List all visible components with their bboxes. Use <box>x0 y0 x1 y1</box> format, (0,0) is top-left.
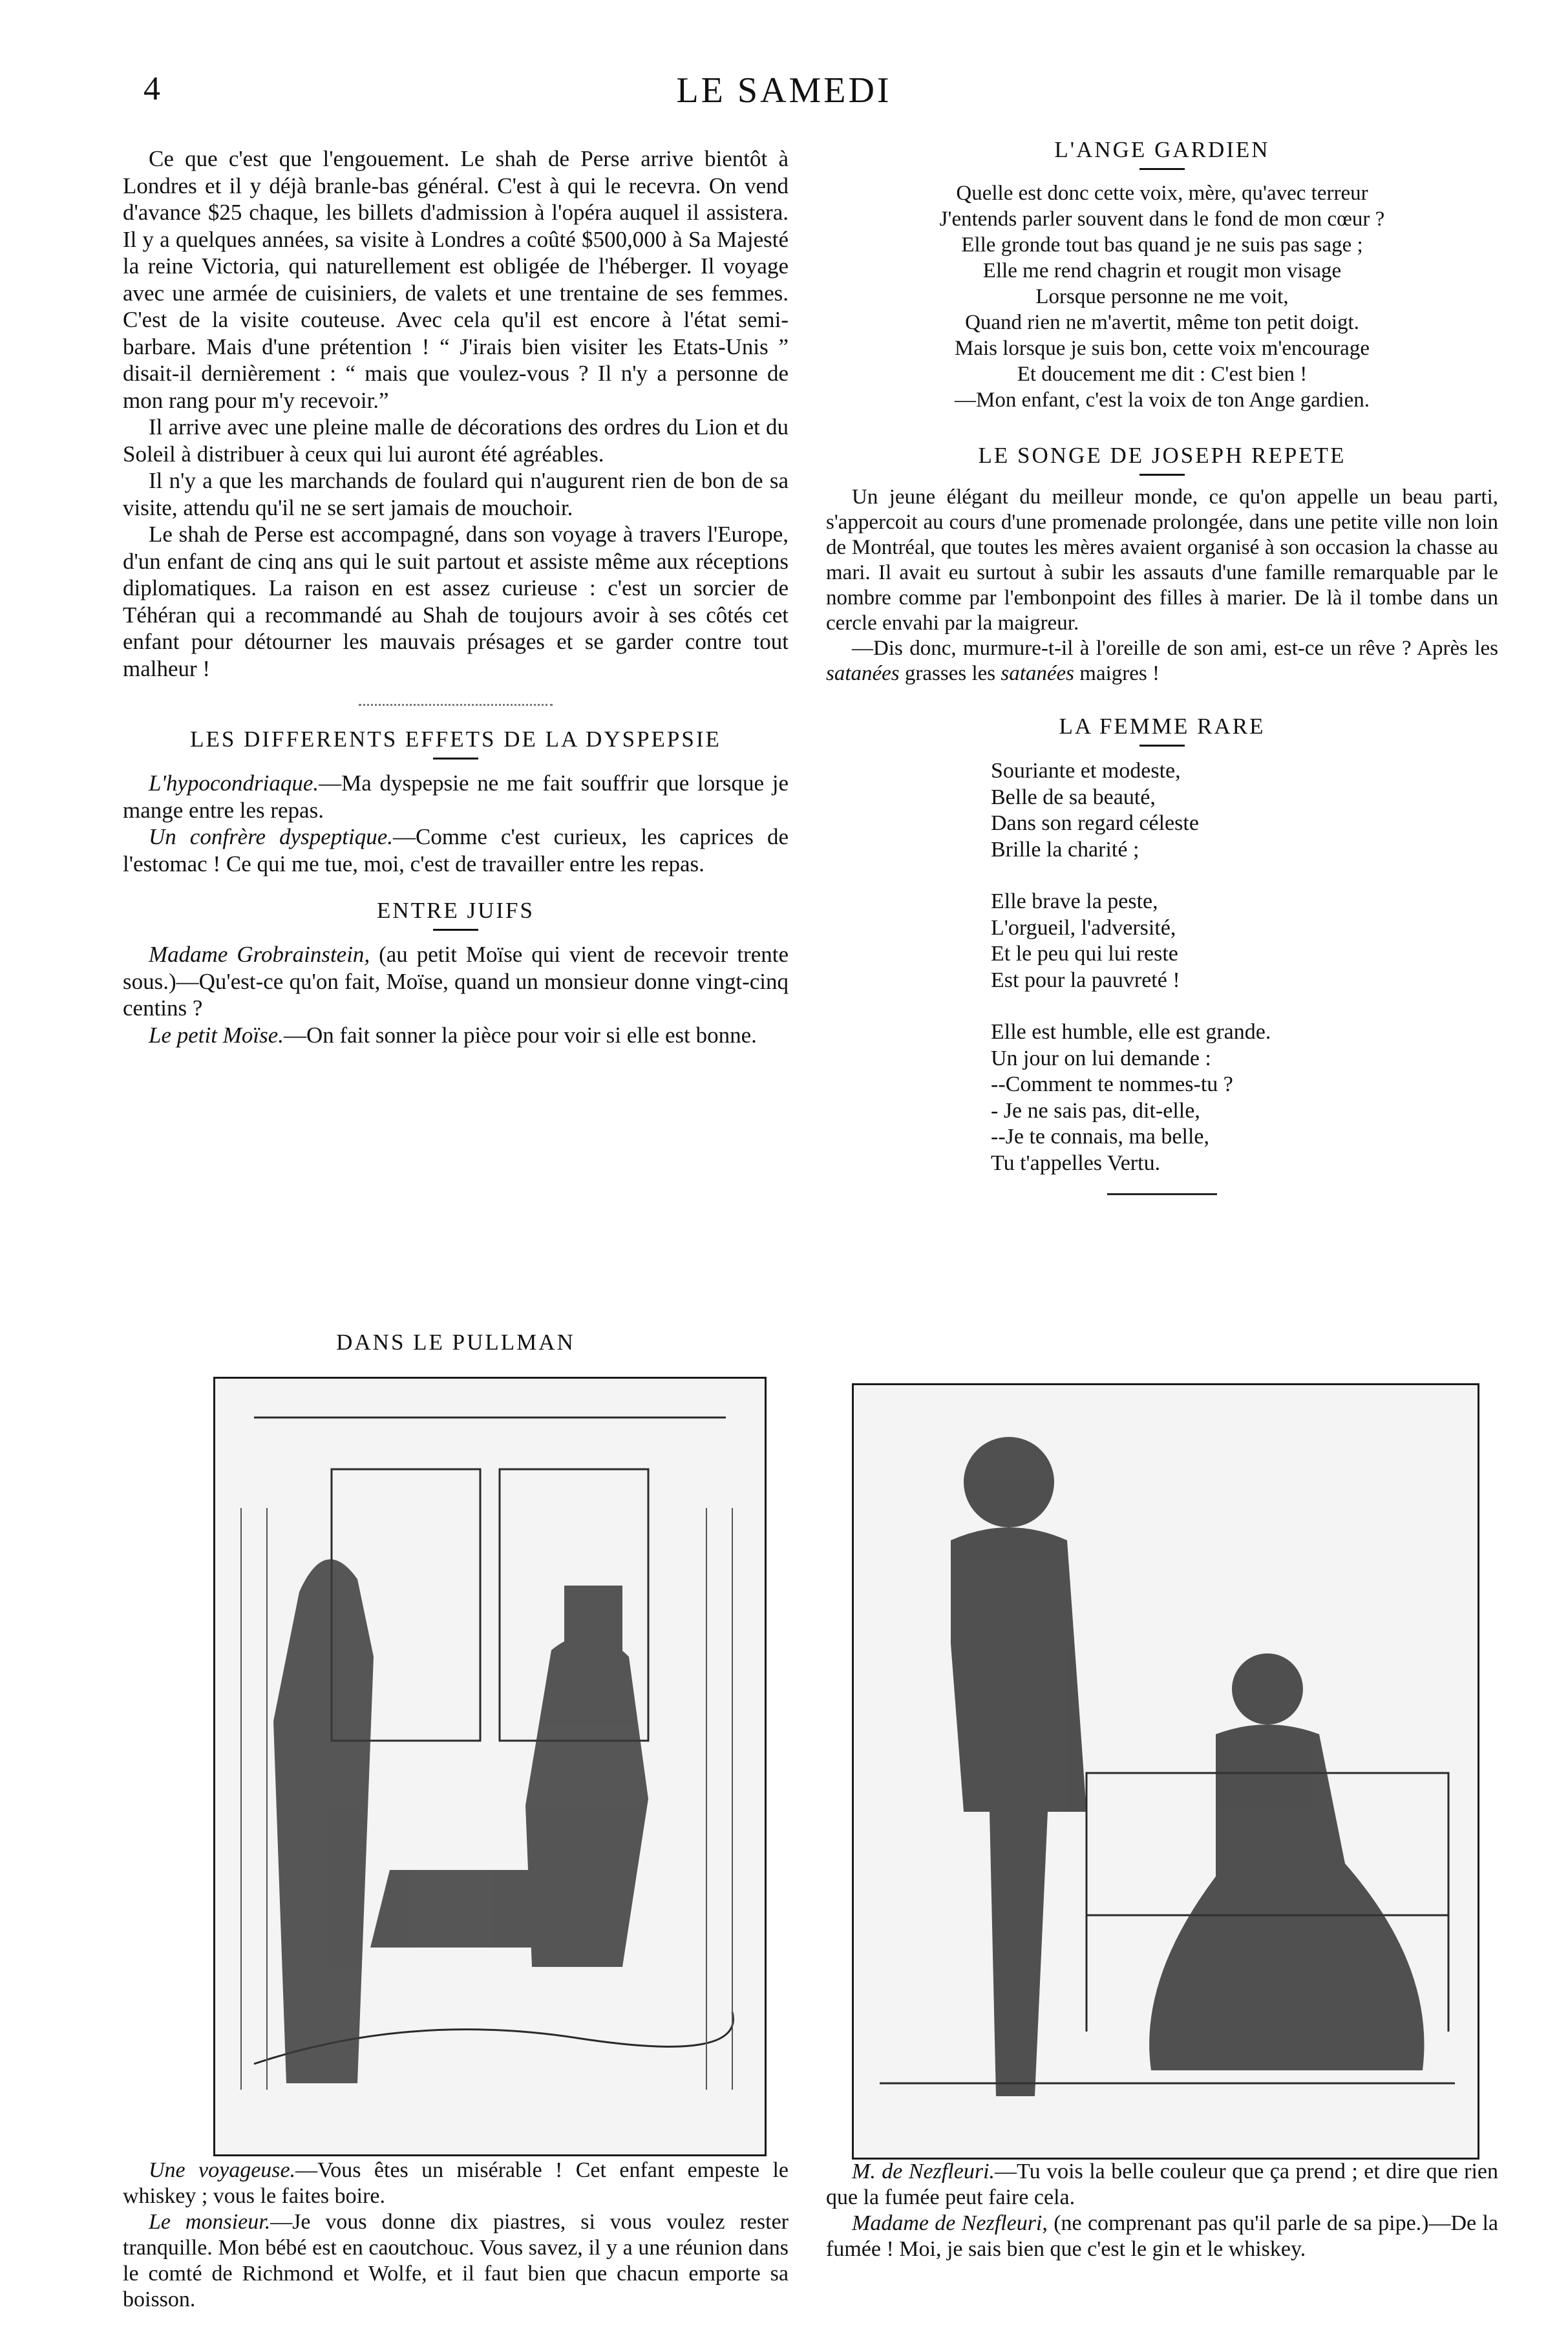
speaker: Le petit Moïse. <box>149 1022 284 1048</box>
speaker: L'hypocondriaque. <box>149 770 319 796</box>
end-rule <box>1107 1193 1217 1195</box>
joseph-paragraph-2 <box>826 636 1498 686</box>
speaker: Le monsieur. <box>149 2210 271 2234</box>
right-illustration <box>852 1383 1479 2160</box>
intro-paragraph-4: Le shah de Perse est accompagné, dans son voyage à travers l'Europe, d'un enfant de cinq ans qui le suit partout et assiste même aux réceptions diplomatiques. La raison en est assez curieuse : c'est un sorcier de Téhéran qui a recommandé au Shah de toujours avoir à ses côtés cet enfant pour détourner les mauvais présages et se garder contre tout malheur ! <box>123 522 789 681</box>
dialogue: —Ma dyspepsie ne me fait souffrir que lorsque je mange entre les repas. <box>123 770 789 823</box>
train-compartment-icon <box>215 1379 765 2154</box>
poem-line: --Je te connais, ma belle, <box>991 1125 1209 1149</box>
poem-line: Et doucement me dit : C'est bien ! <box>1017 363 1308 386</box>
poem-line: Est pour la pauvreté ! <box>991 968 1180 992</box>
poem-line: --Comment te nommes-tu ? <box>991 1072 1233 1096</box>
pullman-title: DANS LE PULLMAN <box>336 1330 575 1355</box>
poem-line: Lorsque personne ne me voit, <box>1035 285 1289 308</box>
femme-title: LA FEMME RARE <box>1059 714 1266 739</box>
femme-poem <box>991 758 1498 1176</box>
poem-line: Dans son regard céleste <box>991 811 1199 835</box>
poem-line: Elle me rend chagrin et rougit mon visage <box>982 259 1342 282</box>
juifs-exchange-1 <box>123 941 789 1022</box>
poem-line: Tu t'appelles Vertu. <box>991 1151 1161 1175</box>
poem-line: Quand rien ne m'avertit, même ton petit doigt. <box>965 311 1359 334</box>
joseph-paragraph-1: Un jeune élégant du meilleur monde, ce qu'on appelle un beau parti, s'appercoit au cours d'une promenade prolongée, dans une petite ville non loin de Montréal, que toutes les mères avaient organisé à son occasion la chasse au mari. Il avait eu surtout à subir les assauts d'une famille remarquable par le nombre comme par l'embonpoint des filles à marier. De là il tombe dans un cercle envahi par la maigreur. <box>826 485 1498 635</box>
intro-paragraph-3: Il n'y a que les marchands de foulard qui n'augurent rien de bon de sa visite, attendu qu'il ne se sert jamais de mouchoir. <box>123 468 789 520</box>
text-run: grasses les <box>899 662 1001 685</box>
caption-exchange-2 <box>826 2211 1498 2262</box>
stanza <box>991 1019 1498 1176</box>
dialogue: (au petit Moïse qui vient de recevoir trente sous.)—Qu'est-ce qu'on fait, Moïse, quand un monsieur donne vingt-cinq centins ? <box>123 942 789 1021</box>
poem-line: Mais lorsque je suis bon, cette voix m'encourage <box>955 337 1370 360</box>
poem-line: Elle est humble, elle est grande. <box>991 1020 1271 1044</box>
poem-line: Un jour on lui demande : <box>991 1046 1211 1070</box>
section-divider <box>359 704 553 706</box>
emphasis: satanées <box>1001 662 1075 685</box>
caption-exchange-2 <box>123 2209 789 2313</box>
speaker: Une voyageuse. <box>149 2158 296 2182</box>
title-rule <box>1139 168 1185 170</box>
poem-line: Souriante et modeste, <box>991 759 1181 783</box>
dyspepsie-exchange-1 <box>123 770 789 823</box>
right-caption <box>826 2159 1498 2262</box>
dialogue: —Tu vois la belle couleur que ça prend ; et dire que rien que la fumée peut faire cela. <box>826 2160 1499 2209</box>
poem-line: J'entends parler souvent dans le fond de mon cœur ? <box>939 207 1385 231</box>
dialogue: —Je vous donne dix piastres, si vous voulez rester tranquille. Mon bébé est en caoutchouc. Vous savez, il y a une réunion dans le comté de Richmond et Wolfe, et il faut bien que chacun emporte sa boisson. <box>123 2210 789 2311</box>
poem-line: L'orgueil, l'adversité, <box>991 915 1176 940</box>
dyspepsie-exchange-2 <box>123 823 789 877</box>
intro-paragraph-1: Ce que c'est que l'engouement. Le shah de Perse arrive bientôt à Londres et il y déjà branle-bas général. C'est à qui le recevra. On vend d'avance $25 chaque, les billets d'admission à l'opéra auquel il assistera. Il y a quelques années, sa visite à Londres a coûté $500,000 à Sa Majesté la reine Victoria, qui naturellement est obligée de l'héberger. Il voyage avec une armée de cuisiniers, de valets et une trentaine de ses femmes. C'est de la visite couteuse. Avec cela qu'il est encore à l'état semi-barbare. Mais d'une prétention ! “ J'irais bien visiter les Etats-Unis ” disait-il dernièrement : “ mais que voulez-vous ? Il n'y a personne de mon rang pour m'y recevoir.” <box>123 146 789 413</box>
ange-title: L'ANGE GARDIEN <box>1054 137 1270 162</box>
emphasis: satanées <box>826 662 900 685</box>
dialogue: —On fait sonner la pièce pour voir si elle est bonne. <box>284 1022 757 1048</box>
dialogue: —Vous êtes un misérable ! Cet enfant empeste le whiskey ; vous le faites boire. <box>123 2158 789 2208</box>
caption-exchange-1 <box>826 2159 1498 2211</box>
title-rule <box>433 929 478 931</box>
title-rule <box>433 758 478 759</box>
left-caption <box>123 2158 789 2313</box>
text-run: maigres ! <box>1074 662 1160 685</box>
stanza <box>991 758 1498 863</box>
poem-line: Et le peu qui lui reste <box>991 942 1178 966</box>
caption-exchange-1 <box>123 2158 789 2209</box>
stanza <box>991 889 1498 993</box>
joseph-title: LE SONGE DE JOSEPH REPETE <box>978 443 1346 468</box>
poem-line: Elle gronde tout bas quand je ne suis pas sage ; <box>961 233 1363 257</box>
right-column <box>826 136 1498 1195</box>
parlor-couple-icon <box>854 1385 1478 2158</box>
page-number: 4 <box>143 70 160 107</box>
speaker: Un confrère dyspeptique. <box>149 824 394 849</box>
juifs-exchange-2 <box>123 1022 789 1049</box>
poem-line: Belle de sa beauté, <box>991 785 1156 809</box>
poem-line: Brille la charité ; <box>991 837 1139 862</box>
dyspepsie-title: LES DIFFERENTS EFFETS DE LA DYSPEPSIE <box>190 727 721 752</box>
speaker: Madame de Nezfleuri, <box>852 2211 1048 2235</box>
title-rule <box>1139 474 1185 476</box>
poem-line: Quelle est donc cette voix, mère, qu'avec terreur <box>956 182 1368 205</box>
dialogue: —Comme c'est curieux, les caprices de l'estomac ! Ce qui me tue, moi, c'est de travailler entre les repas. <box>123 824 789 876</box>
intro-paragraph-2: Il arrive avec une pleine malle de décorations des ordres du Lion et du Soleil à distribuer à ceux qui lui auront été agréables. <box>123 414 789 467</box>
speaker: M. de Nezfleuri. <box>852 2160 995 2183</box>
speaker: Madame Grobrainstein, <box>149 942 370 967</box>
poem-line: Elle brave la peste, <box>991 889 1158 913</box>
poem-line: - Je ne sais pas, dit-elle, <box>991 1098 1200 1123</box>
left-column <box>123 145 789 1048</box>
text-run: —Dis donc, murmure-t-il à l'oreille de son ami, est-ce un rêve ? Après les <box>852 637 1498 660</box>
dialogue: (ne comprenant pas qu'il parle de sa pipe.)—De la fumée ! Moi, je sais bien que c'est le gin et le whiskey. <box>826 2211 1499 2261</box>
juifs-title: ENTRE JUIFS <box>377 898 535 923</box>
left-illustration <box>213 1377 767 2156</box>
ange-poem <box>826 180 1498 413</box>
poem-line: —Mon enfant, c'est la voix de ton Ange gardien. <box>955 388 1370 412</box>
running-head: LE SAMEDI <box>676 70 892 111</box>
title-rule <box>1139 745 1185 747</box>
